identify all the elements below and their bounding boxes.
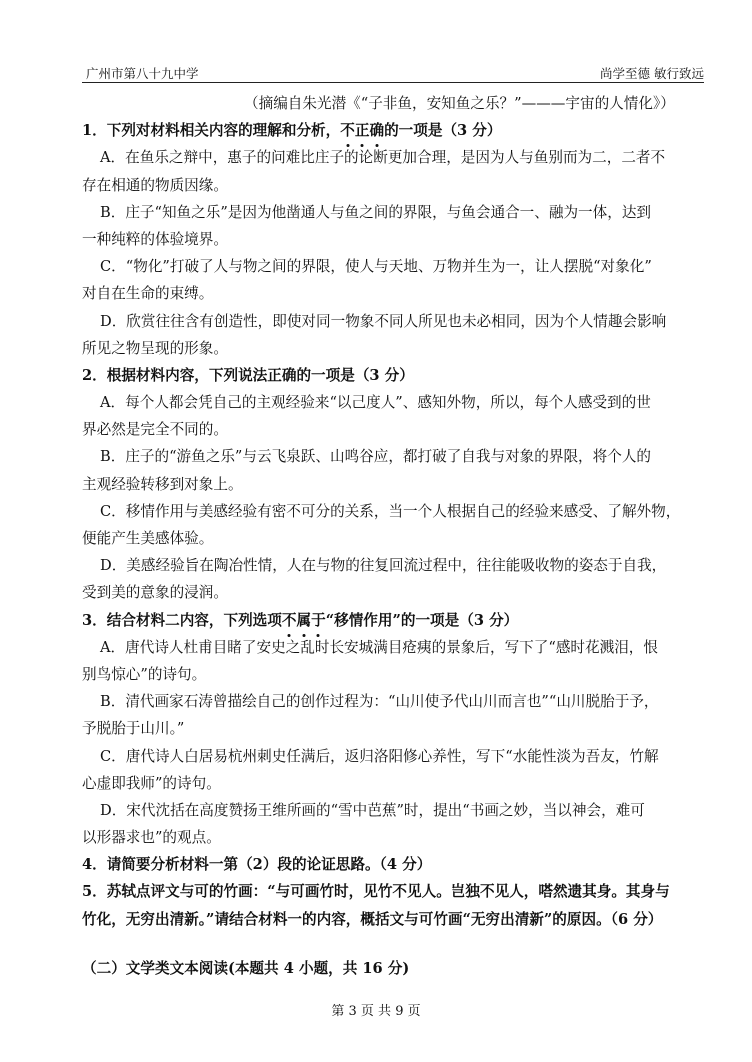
school-motto: 尚学至德 敏行致远: [600, 66, 704, 81]
q3-option-a-cont: 别鸟惊心”的诗句。: [82, 665, 207, 683]
q3-option-a: A．唐代诗人杜甫目睹了安史之乱时长安城满目疮痍的景象后，写下了“感时花溅泪，恨: [100, 638, 658, 656]
emphasis-char: 正: [355, 117, 370, 144]
school-name: 广州市第八十九中学: [86, 66, 199, 81]
emphasis-char: 不: [340, 117, 355, 144]
question-1-stem: 1．下列对材料相关内容的理解和分析，不正确的一项是（3 分）: [82, 117, 702, 144]
emphasis-char: 不: [282, 607, 297, 634]
emphasis-text: [340, 122, 384, 139]
q2-option-c: C．移情作用与美感经验有密不可分的关系，当一个人根据自己的经验来感受、了解外物，: [100, 502, 681, 520]
q2-option-d: D．美感经验旨在陶冶性情，人在与物的往复回流过程中，往往能吸收物的姿态于自我，: [100, 557, 667, 575]
q1-option-d: D．欣赏往往含有创造性，即使对同一物象不同人所见也未必相同，因为个人情趣会影响: [100, 312, 667, 330]
q3-option-b-cont: 予脱胎于山川。”: [82, 720, 185, 738]
emphasis-char: 属: [296, 607, 311, 634]
q1-option-a-cont: 存在相通的物质因缘。: [82, 176, 228, 194]
q2-option-d-cont: 受到美的意象的浸润。: [82, 584, 228, 602]
q3-option-d: D．宋代沈括在高度赞扬王维所画的“雪中芭蕉”时，提出“书画之妙，当以神会，难可: [100, 801, 645, 819]
question-3-stem: 3．结合材料二内容，下列选项不属于“移情作用”的一项是（3 分）: [82, 607, 702, 634]
q1-option-c: C．“物化”打破了人与物之间的界限，使人与天地、万物并生为一，让人摆脱“对象化”: [100, 258, 652, 276]
q2-option-a: A．每个人都会凭自己的主观经验来“以己度人”、感知外物，所以，每个人感受到的世: [100, 394, 651, 412]
q1-option-b-cont: 一种纯粹的体验境界。: [82, 230, 228, 248]
source-citation: （摘编自朱光潜《“子非鱼，安知鱼之乐？”———宇宙的人情化》）: [244, 95, 675, 112]
question-5-line-2: 竹化，无穷出清新。”请结合材料一的内容，概括文与可竹画“无穷出清新”的原因。（6 分）: [82, 910, 663, 928]
q2-option-b: B．庄子的“游鱼之乐”与云飞泉跃、山鸣谷应，都打破了自我与对象的界限，将个人的: [100, 448, 652, 466]
section-heading-literary-reading: （二）文学类文本阅读(本题共 4 小题，共 16 分): [82, 959, 410, 977]
q2-option-a-cont: 界必然是完全不同的。: [82, 421, 228, 439]
page-number: 第 3 页 共 9 页: [331, 1004, 421, 1019]
q3-option-c-cont: 心虚即我师”的诗句。: [82, 774, 221, 792]
question-4: 4．请简要分析材料一第（2）段的论证思路。（4 分）: [82, 856, 432, 874]
q1-option-a: A．在鱼乐之辩中，惠子的问难比庄子的论断更加合理，是因为人与鱼别而为二，二者不: [100, 149, 666, 167]
q2-option-b-cont: 主观经验转移到对象上。: [82, 475, 243, 493]
q1-option-c-cont: 对自在生命的束缚。: [82, 285, 214, 303]
q1-option-b: B．庄子“知鱼之乐”是因为他凿通人与鱼之间的界限，与鱼会通合一、融为一体，达到: [100, 203, 652, 221]
page-header: [82, 62, 704, 83]
q3-option-b: B．清代画家石涛曾描绘自己的创作过程为：“山川使予代山川而言也”“山川脱胎于予，: [100, 693, 659, 711]
exam-content: [82, 90, 702, 982]
emphasis-char: 于: [311, 607, 326, 634]
q2-option-c-cont: 便能产生美感体验。: [82, 530, 214, 547]
question-2-stem: 2．根据材料内容，下列说法正确的一项是（3 分）: [82, 366, 414, 384]
q1-option-d-cont: 所见之物呈现的形象。: [82, 339, 228, 357]
spacer: [82, 933, 702, 955]
emphasis-char: 确: [369, 117, 384, 144]
q3-option-c: C．唐代诗人白居易杭州刺史任满后，返归洛阳修心养性，写下“水能性淡为吾友，竹解: [100, 747, 659, 765]
question-5-line-1: 5．苏轼点评文与可的竹画：“与可画竹时，见竹不见人。岂独不见人，嗒然遗其身。其身与: [82, 883, 670, 901]
q3-option-d-cont: 以形器求也”的观点。: [82, 829, 221, 847]
emphasis-text: [282, 612, 326, 629]
